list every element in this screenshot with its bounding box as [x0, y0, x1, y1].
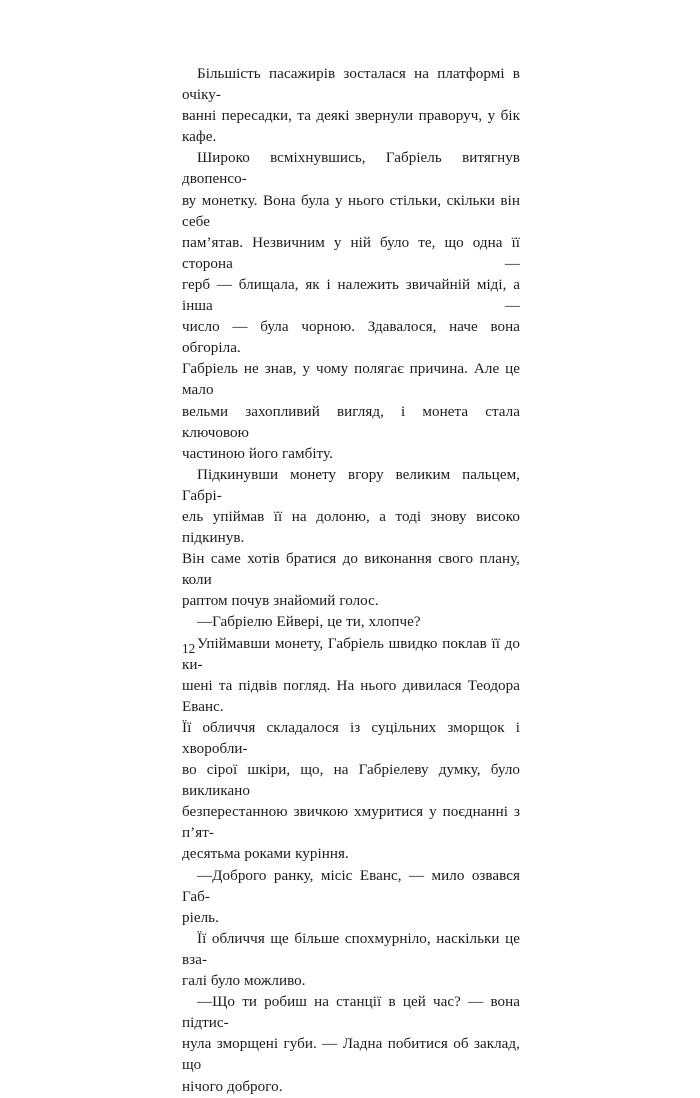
- text-line: —Що ти робиш на станції в цей час? — вона підтис-: [182, 994, 524, 1032]
- text-line: пам’ятав. Незвичним у ній було те, що одна її сторона —: [182, 234, 524, 272]
- text-line: во сірої шкіри, що, на Габріелеву думку, було викликано: [182, 762, 524, 800]
- paragraph: [182, 634, 524, 866]
- page-number: 12: [182, 641, 196, 656]
- text-line: Її обличчя ще більше спохмурніло, наскільки це вза-: [182, 930, 524, 968]
- text-line: число — була чорною. Здавалося, наче вона обгоріла.: [182, 319, 524, 357]
- text-line: десятьма роками куріння.: [182, 846, 349, 863]
- text-line: частиною його гамбіту.: [182, 445, 333, 462]
- text-line: Габріель не знав, у чому полягає причина. Але це мало: [182, 361, 524, 399]
- text-line: Більшість пасажирів зосталася на платформі в очіку-: [182, 66, 524, 104]
- paragraph: [182, 148, 524, 464]
- text-line: нічого доброго.: [182, 1078, 283, 1095]
- text-line: безперестанною звичкою хмуритися у поєднанні з п’ят-: [182, 804, 524, 842]
- body-text: [182, 64, 524, 1098]
- text-line: Упіймавши монету, Габріель швидко поклав її до ки-: [182, 635, 524, 673]
- paragraph-dialogue: [182, 866, 524, 929]
- paragraph: [182, 929, 524, 992]
- text-line: ель упіймав її на долоню, а тоді знову високо підкинув.: [182, 508, 524, 547]
- text-line: ву монетку. Вона була у нього стільки, скільки він себе: [182, 192, 524, 230]
- paragraph: [182, 64, 524, 148]
- text-line: вельми захопливий вигляд, і монета стала ключовою: [182, 403, 524, 441]
- text-line: Широко всміхнувшись, Габріель витягнув двопенсо-: [182, 150, 524, 188]
- text-line: ванні пересадки, та деякі звернули праворуч, у бік кафе.: [182, 108, 524, 146]
- text-line: раптом почув знайомий голос.: [182, 593, 379, 610]
- text-line: галі було можливо.: [182, 973, 306, 990]
- text-line: Підкинувши монету вгору великим пальцем, Габрі-: [182, 466, 524, 504]
- text-line: —Доброго ранку, місіс Еванс, — мило озвався Габ-: [182, 867, 524, 905]
- paragraph-dialogue: [182, 612, 520, 633]
- text-line: ріель.: [182, 909, 219, 926]
- text-line: герб — блищала, як і належить звичайній міді, а інша —: [182, 276, 524, 315]
- text-line: —Габріелю Ейвері, це ти, хлопче?: [197, 614, 421, 631]
- text-line: Він саме хотів братися до виконання свого плану, коли: [182, 551, 524, 589]
- paragraph: [182, 465, 524, 613]
- text-line: шені та підвів погляд. На нього дивилася Теодора Еванс.: [182, 677, 524, 715]
- paragraph-dialogue: [182, 992, 524, 1097]
- text-line: Її обличчя складалося із суцільних зморщок і хворобли-: [182, 719, 524, 757]
- text-line: нула зморщені губи. — Ладна побитися об заклад, що: [182, 1036, 524, 1074]
